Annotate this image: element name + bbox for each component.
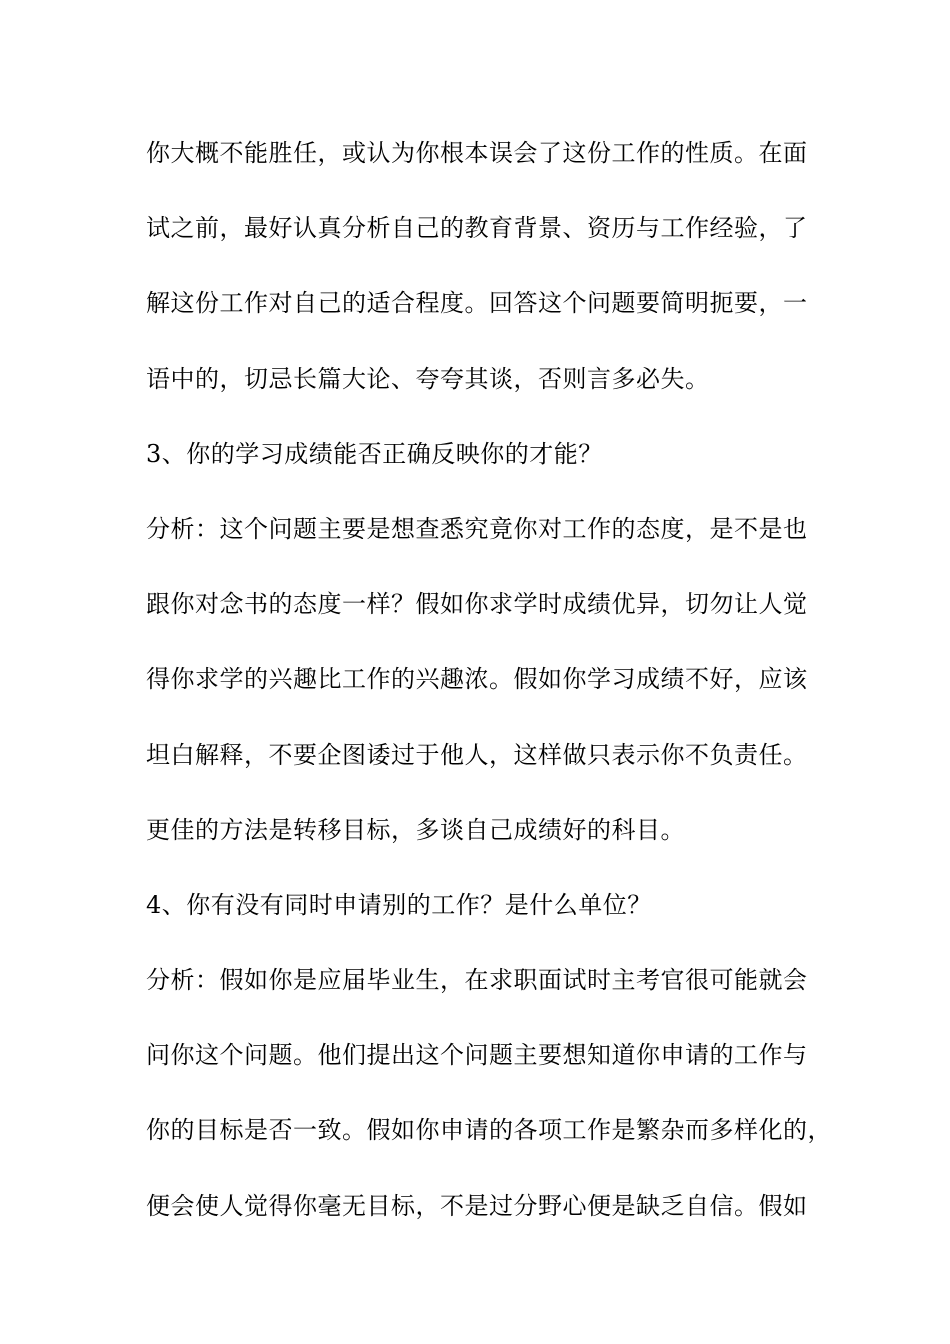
text-line: 坦白解释，不要企图诿过于他人，这样做只表示你不负责任。 bbox=[146, 740, 808, 769]
text-line: 你大概不能胜任，或认为你根本误会了这份工作的性质。在面 bbox=[146, 139, 808, 167]
text-line: 解这份工作对自己的适合程度。回答这个问题要简明扼要，一 bbox=[146, 289, 808, 318]
text-line: 更佳的方法是转移目标，多谈自己成绩好的科目。 bbox=[146, 815, 685, 844]
text-line: 试之前，最好认真分析自己的教育背景、资历与工作经验，了 bbox=[146, 214, 808, 243]
text-line: 跟你对念书的态度一样？假如你求学时成绩优异，切勿让人觉 bbox=[146, 590, 808, 619]
text-line: 分析：这个问题主要是想查悉究竟你对工作的态度，是不是也 bbox=[146, 514, 808, 543]
body-text bbox=[146, 131, 832, 1259]
question-heading: 4、你有没有同时申请别的工作？是什么单位？ bbox=[146, 890, 652, 919]
text-line: 得你求学的兴趣比工作的兴趣浓。假如你学习成绩不好，应该 bbox=[146, 665, 808, 694]
text-line: 便会使人觉得你毫无目标，不是过分野心便是缺乏自信。假如 bbox=[146, 1191, 808, 1220]
text-line: 语中的，切忌长篇大论、夸夸其谈，否则言多必失。 bbox=[146, 364, 710, 393]
text-line: 问你这个问题。他们提出这个问题主要想知道你申请的工作与 bbox=[146, 1041, 808, 1070]
text-line: 你的目标是否一致。假如你申请的各项工作是繁杂而多样化的， bbox=[146, 1116, 832, 1145]
question-heading: 3、你的学习成绩能否正确反映你的才能？ bbox=[146, 439, 603, 468]
text-line: 分析：假如你是应届毕业生，在求职面试时主考官很可能就会 bbox=[146, 966, 808, 995]
